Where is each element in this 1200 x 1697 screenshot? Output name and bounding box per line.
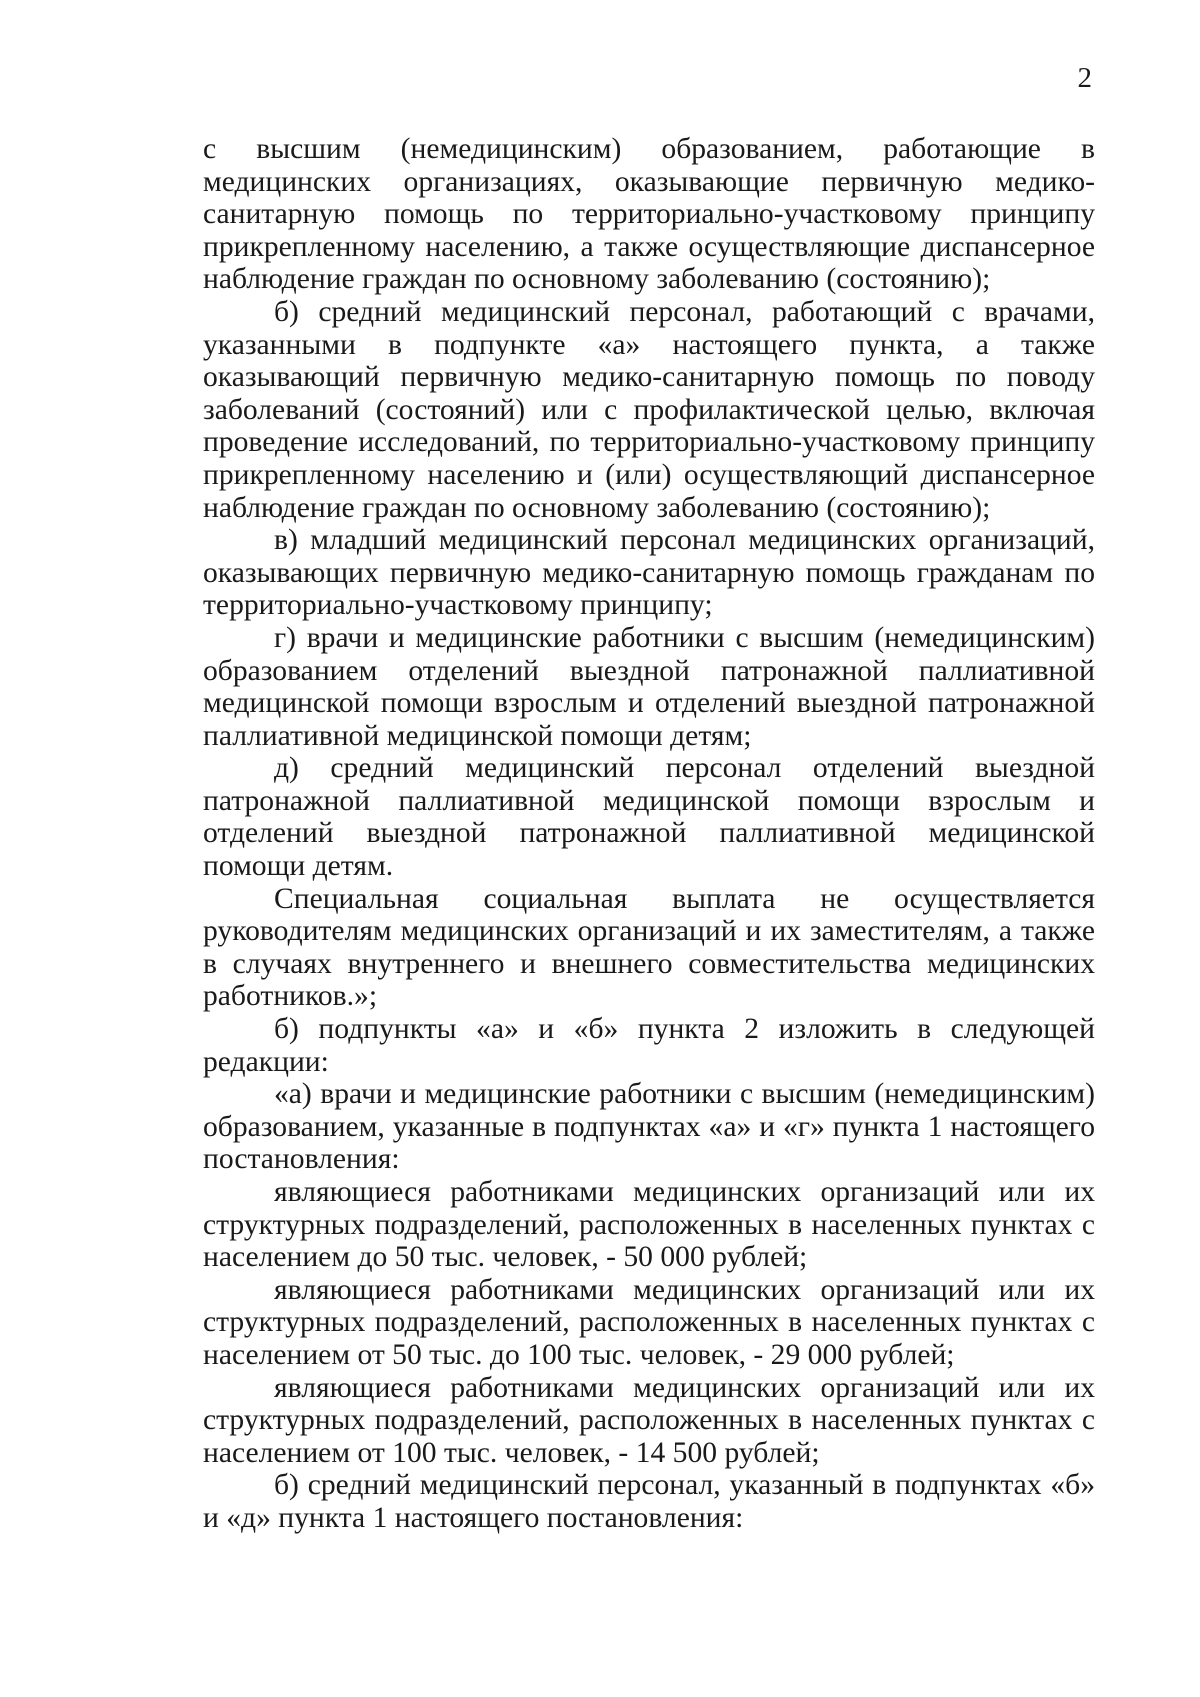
paragraph: б) средний медицинский персонал, работающий с врачами, указанными в подпункте «а» настоящего пункта, а также оказывающий первичную медико-санитарную помощь по поводу заболеваний (состояний) или с профилактической целью, включая проведение исследований, по территориально-участковому принципу прикрепленному населению и (или) осуществляющий диспансерное наблюдение граждан по основному заболеванию (состоянию);: [203, 295, 1095, 524]
paragraph: с высшим (немедицинским) образованием, работающие в медицинских организациях, оказывающие первичную медико-санитарную помощь по территориально-участковому принципу прикрепленному населению, а также осуществляющие диспансерное наблюдение граждан по основному заболеванию (состоянию);: [203, 133, 1095, 296]
paragraph: «а) врачи и медицинские работники с высшим (немедицинским) образованием, указанные в подпунктах «а» и «г» пункта 1 настоящего постановления:: [203, 1078, 1095, 1176]
paragraph: г) врачи и медицинские работники с высшим (немедицинским) образованием отделений выездной патронажной паллиативной медицинской помощи взрослым и отделений выездной патронажной паллиативной медицинской помощи детям;: [203, 621, 1095, 752]
paragraph: в) младший медицинский персонал медицинских организаций, оказывающих первичную медико-санитарную помощь гражданам по территориально-участковому принципу;: [203, 524, 1095, 622]
paragraph: б) подпункты «а» и «б» пункта 2 изложить в следующей редакции:: [203, 1013, 1095, 1078]
paragraph: Специальная социальная выплата не осуществляется руководителям медицинских организаций и их заместителям, а также в случаях внутреннего и внешнего совместительства медицинских работников.»;: [203, 882, 1095, 1013]
paragraph: являющиеся работниками медицинских организаций или их структурных подразделений, расположенных в населенных пунктах с населением от 100 тыс. человек, - 14 500 рублей;: [203, 1371, 1095, 1469]
document-body: [203, 133, 1095, 1535]
page-number: 2: [1077, 62, 1092, 94]
paragraph: являющиеся работниками медицинских организаций или их структурных подразделений, расположенных в населенных пунктах с населением до 50 тыс. человек, - 50 000 рублей;: [203, 1176, 1095, 1274]
paragraph: являющиеся работниками медицинских организаций или их структурных подразделений, расположенных в населенных пунктах с населением от 50 тыс. до 100 тыс. человек, - 29 000 рублей;: [203, 1273, 1095, 1371]
paragraph: б) средний медицинский персонал, указанный в подпунктах «б» и «д» пункта 1 настоящего постановления:: [203, 1469, 1095, 1534]
paragraph: д) средний медицинский персонал отделений выездной патронажной паллиативной медицинской помощи взрослым и отделений выездной патронажной паллиативной медицинской помощи детям.: [203, 752, 1095, 883]
